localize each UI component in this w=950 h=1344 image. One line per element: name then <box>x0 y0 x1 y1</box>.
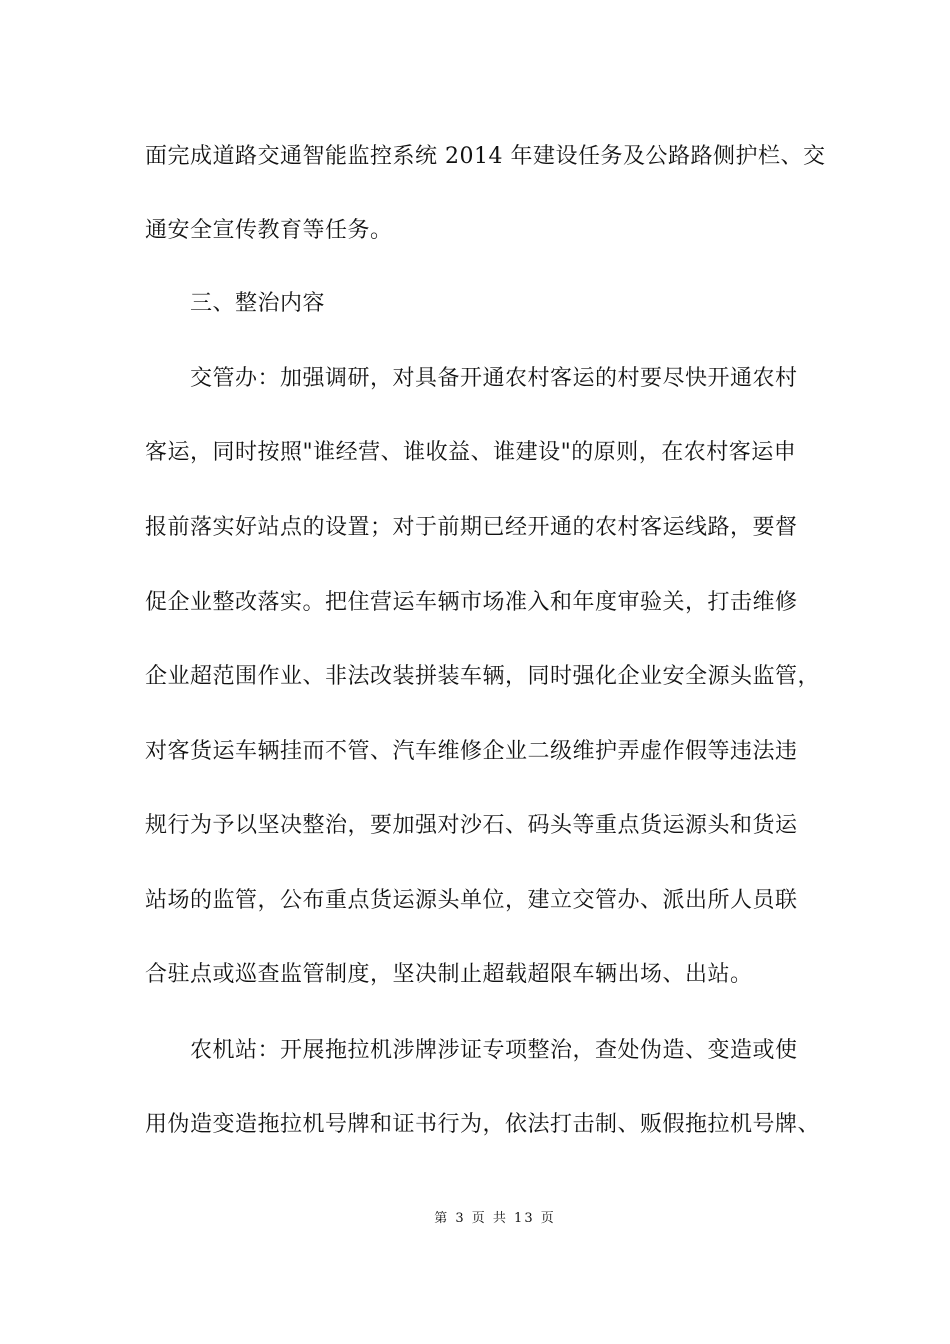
text-line-5: 客运，同时按照"谁经营、谁收益、谁建设"的原则，在农村客运申 <box>145 440 797 465</box>
text-line-12: 合驻点或巡查监管制度，坚决制止超载超限车辆出场、出站。 <box>145 962 753 987</box>
text-line-6: 报前落实好站点的设置；对于前期已经开通的农村客运线路，要督 <box>145 515 798 540</box>
text-line-14: 用伪造变造拖拉机号牌和证书行为，依法打击制、贩假拖拉机号牌、 <box>145 1112 821 1137</box>
page-number-footer: 第 3 页 共 13 页 <box>434 1211 556 1226</box>
text-line-8: 企业超范围作业、非法改装拼装车辆，同时强化企业安全源头监管， <box>145 664 821 689</box>
text-line-2: 通安全宣传教育等任务。 <box>145 218 393 243</box>
text-line-4: 交管办：加强调研，对具备开通农村客运的村要尽快开通农村 <box>190 366 798 391</box>
section-heading: 三、整治内容 <box>190 291 326 316</box>
text-line-1: 面完成道路交通智能监控系统 2014 年建设任务及公路路侧护栏、交 <box>145 144 826 169</box>
text-line-10: 规行为予以坚决整治，要加强对沙石、码头等重点货运源头和货运 <box>145 813 798 838</box>
text-line-11: 站场的监管，公布重点货运源头单位，建立交管办、派出所人员联 <box>145 888 798 913</box>
text-line-7: 促企业整改落实。把住营运车辆市场准入和年度审验关，打击维修 <box>145 590 798 615</box>
text-line-9: 对客货运车辆挂而不管、汽车维修企业二级维护弄虚作假等违法违 <box>145 739 798 764</box>
text-line-13: 农机站：开展拖拉机涉牌涉证专项整治，查处伪造、变造或使 <box>190 1038 798 1063</box>
